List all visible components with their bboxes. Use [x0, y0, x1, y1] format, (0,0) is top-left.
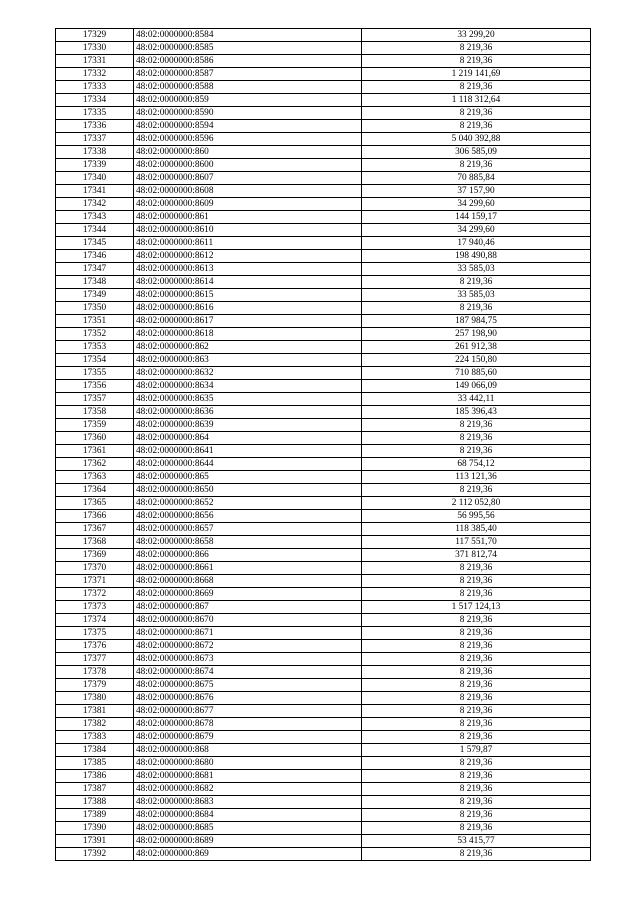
cadastral-number-cell: 48:02:0000000:8689 — [134, 835, 362, 848]
row-number-cell: 17384 — [56, 744, 134, 757]
row-number-cell: 17383 — [56, 731, 134, 744]
cadastral-number-cell: 48:02:0000000:8632 — [134, 367, 362, 380]
row-number-cell: 17345 — [56, 237, 134, 250]
cadastral-number-cell: 48:02:0000000:8618 — [134, 328, 362, 341]
cadastral-number-cell: 48:02:0000000:8611 — [134, 237, 362, 250]
cadastral-number-cell: 48:02:0000000:8634 — [134, 380, 362, 393]
cadastral-value-cell: 8 219,36 — [362, 159, 591, 172]
table-row — [56, 445, 591, 458]
row-number-cell: 17349 — [56, 289, 134, 302]
cadastral-value-cell: 70 885,84 — [362, 172, 591, 185]
row-number-cell: 17352 — [56, 328, 134, 341]
cadastral-number-cell: 48:02:0000000:8670 — [134, 614, 362, 627]
cadastral-value-cell: 371 812,74 — [362, 549, 591, 562]
table-row — [56, 744, 591, 757]
cadastral-value-cell: 8 219,36 — [362, 445, 591, 458]
cadastral-value-cell: 187 984,75 — [362, 315, 591, 328]
cadastral-number-cell: 48:02:0000000:8590 — [134, 107, 362, 120]
cadastral-number-cell: 48:02:0000000:8586 — [134, 55, 362, 68]
row-number-cell: 17335 — [56, 107, 134, 120]
row-number-cell: 17331 — [56, 55, 134, 68]
table-row — [56, 55, 591, 68]
cadastral-value-cell: 224 150,80 — [362, 354, 591, 367]
cadastral-value-cell: 198 490,88 — [362, 250, 591, 263]
cadastral-number-cell: 48:02:0000000:8671 — [134, 627, 362, 640]
row-number-cell: 17338 — [56, 146, 134, 159]
cadastral-value-cell: 53 415,77 — [362, 835, 591, 848]
cadastral-value-cell: 8 219,36 — [362, 783, 591, 796]
table-row — [56, 302, 591, 315]
cadastral-number-cell: 48:02:0000000:867 — [134, 601, 362, 614]
table-row — [56, 510, 591, 523]
table-row — [56, 263, 591, 276]
cadastral-number-cell: 48:02:0000000:8610 — [134, 224, 362, 237]
cadastral-number-cell: 48:02:0000000:8656 — [134, 510, 362, 523]
cadastral-number-cell: 48:02:0000000:8657 — [134, 523, 362, 536]
cadastral-value-cell: 2 112 052,80 — [362, 497, 591, 510]
row-number-cell: 17392 — [56, 848, 134, 861]
row-number-cell: 17359 — [56, 419, 134, 432]
cadastral-number-cell: 48:02:0000000:8639 — [134, 419, 362, 432]
table-row — [56, 29, 591, 42]
cadastral-value-cell: 8 219,36 — [362, 666, 591, 679]
row-number-cell: 17343 — [56, 211, 134, 224]
cadastral-value-cell: 8 219,36 — [362, 627, 591, 640]
cadastral-value-cell: 8 219,36 — [362, 432, 591, 445]
table-row — [56, 601, 591, 614]
cadastral-number-cell: 48:02:0000000:8594 — [134, 120, 362, 133]
row-number-cell: 17330 — [56, 42, 134, 55]
row-number-cell: 17339 — [56, 159, 134, 172]
cadastral-value-cell: 33 585,03 — [362, 263, 591, 276]
cadastral-number-cell: 48:02:0000000:8614 — [134, 276, 362, 289]
cadastral-number-cell: 48:02:0000000:8635 — [134, 393, 362, 406]
row-number-cell: 17329 — [56, 29, 134, 42]
row-number-cell: 17353 — [56, 341, 134, 354]
cadastral-number-cell: 48:02:0000000:8680 — [134, 757, 362, 770]
table-row — [56, 640, 591, 653]
cadastral-number-cell: 48:02:0000000:8600 — [134, 159, 362, 172]
table-row — [56, 68, 591, 81]
cadastral-value-cell: 34 299,60 — [362, 224, 591, 237]
table-row — [56, 406, 591, 419]
table-row — [56, 380, 591, 393]
table-row — [56, 94, 591, 107]
row-number-cell: 17388 — [56, 796, 134, 809]
row-number-cell: 17375 — [56, 627, 134, 640]
cadastral-number-cell: 48:02:0000000:869 — [134, 848, 362, 861]
row-number-cell: 17340 — [56, 172, 134, 185]
cadastral-number-cell: 48:02:0000000:8658 — [134, 536, 362, 549]
table-row — [56, 783, 591, 796]
cadastral-value-cell: 185 396,43 — [362, 406, 591, 419]
row-number-cell: 17390 — [56, 822, 134, 835]
cadastral-number-cell: 48:02:0000000:8612 — [134, 250, 362, 263]
row-number-cell: 17380 — [56, 692, 134, 705]
cadastral-value-cell: 8 219,36 — [362, 276, 591, 289]
table-row — [56, 666, 591, 679]
row-number-cell: 17361 — [56, 445, 134, 458]
table-row — [56, 42, 591, 55]
table-body — [56, 29, 591, 861]
cadastral-value-cell: 1 579,87 — [362, 744, 591, 757]
cadastral-value-cell: 56 995,56 — [362, 510, 591, 523]
cadastral-number-cell: 48:02:0000000:8608 — [134, 185, 362, 198]
row-number-cell: 17379 — [56, 679, 134, 692]
table-row — [56, 588, 591, 601]
row-number-cell: 17362 — [56, 458, 134, 471]
cadastral-number-cell: 48:02:0000000:8617 — [134, 315, 362, 328]
cadastral-number-cell: 48:02:0000000:8679 — [134, 731, 362, 744]
table-row — [56, 692, 591, 705]
table-row — [56, 562, 591, 575]
table-row — [56, 848, 591, 861]
table-row — [56, 172, 591, 185]
cadastral-number-cell: 48:02:0000000:859 — [134, 94, 362, 107]
cadastral-value-cell: 8 219,36 — [362, 81, 591, 94]
table-row — [56, 614, 591, 627]
cadastral-number-cell: 48:02:0000000:864 — [134, 432, 362, 445]
table-row — [56, 536, 591, 549]
row-number-cell: 17356 — [56, 380, 134, 393]
table-row — [56, 627, 591, 640]
cadastral-value-cell: 710 885,60 — [362, 367, 591, 380]
row-number-cell: 17351 — [56, 315, 134, 328]
row-number-cell: 17354 — [56, 354, 134, 367]
cadastral-value-table — [55, 28, 591, 861]
table-row — [56, 393, 591, 406]
row-number-cell: 17386 — [56, 770, 134, 783]
table-row — [56, 419, 591, 432]
table-row — [56, 341, 591, 354]
cadastral-number-cell: 48:02:0000000:862 — [134, 341, 362, 354]
cadastral-value-cell: 33 442,11 — [362, 393, 591, 406]
table-row — [56, 81, 591, 94]
cadastral-value-cell: 8 219,36 — [362, 562, 591, 575]
cadastral-value-cell: 261 912,38 — [362, 341, 591, 354]
table-row — [56, 107, 591, 120]
row-number-cell: 17378 — [56, 666, 134, 679]
cadastral-value-cell: 1 219 141,69 — [362, 68, 591, 81]
table-row — [56, 822, 591, 835]
cadastral-value-cell: 8 219,36 — [362, 42, 591, 55]
table-row — [56, 809, 591, 822]
row-number-cell: 17334 — [56, 94, 134, 107]
table-row — [56, 315, 591, 328]
table-row — [56, 276, 591, 289]
cadastral-number-cell: 48:02:0000000:868 — [134, 744, 362, 757]
row-number-cell: 17358 — [56, 406, 134, 419]
row-number-cell: 17369 — [56, 549, 134, 562]
row-number-cell: 17347 — [56, 263, 134, 276]
table-row — [56, 471, 591, 484]
cadastral-value-cell: 8 219,36 — [362, 419, 591, 432]
row-number-cell: 17355 — [56, 367, 134, 380]
cadastral-value-cell: 144 159,17 — [362, 211, 591, 224]
cadastral-number-cell: 48:02:0000000:8675 — [134, 679, 362, 692]
row-number-cell: 17336 — [56, 120, 134, 133]
table-row — [56, 237, 591, 250]
table-row — [56, 705, 591, 718]
cadastral-number-cell: 48:02:0000000:8636 — [134, 406, 362, 419]
cadastral-value-cell: 8 219,36 — [362, 679, 591, 692]
cadastral-number-cell: 48:02:0000000:865 — [134, 471, 362, 484]
cadastral-number-cell: 48:02:0000000:8644 — [134, 458, 362, 471]
cadastral-value-cell: 1 517 124,13 — [362, 601, 591, 614]
table-row — [56, 458, 591, 471]
table-row — [56, 211, 591, 224]
row-number-cell: 17346 — [56, 250, 134, 263]
row-number-cell: 17382 — [56, 718, 134, 731]
cadastral-value-cell: 257 198,90 — [362, 328, 591, 341]
row-number-cell: 17357 — [56, 393, 134, 406]
cadastral-value-cell: 1 118 312,64 — [362, 94, 591, 107]
cadastral-value-cell: 8 219,36 — [362, 809, 591, 822]
cadastral-number-cell: 48:02:0000000:8596 — [134, 133, 362, 146]
cadastral-number-cell: 48:02:0000000:866 — [134, 549, 362, 562]
row-number-cell: 17389 — [56, 809, 134, 822]
row-number-cell: 17370 — [56, 562, 134, 575]
cadastral-number-cell: 48:02:0000000:8609 — [134, 198, 362, 211]
table-row — [56, 679, 591, 692]
cadastral-number-cell: 48:02:0000000:8672 — [134, 640, 362, 653]
table-row — [56, 718, 591, 731]
table-row — [56, 653, 591, 666]
row-number-cell: 17337 — [56, 133, 134, 146]
table-row — [56, 432, 591, 445]
table-row — [56, 367, 591, 380]
cadastral-value-cell: 68 754,12 — [362, 458, 591, 471]
cadastral-number-cell: 48:02:0000000:8615 — [134, 289, 362, 302]
cadastral-number-cell: 48:02:0000000:8683 — [134, 796, 362, 809]
cadastral-number-cell: 48:02:0000000:8678 — [134, 718, 362, 731]
cadastral-value-cell: 8 219,36 — [362, 575, 591, 588]
cadastral-number-cell: 48:02:0000000:8674 — [134, 666, 362, 679]
cadastral-value-cell: 33 299,20 — [362, 29, 591, 42]
table-row — [56, 757, 591, 770]
cadastral-value-cell: 8 219,36 — [362, 718, 591, 731]
table-row — [56, 835, 591, 848]
row-number-cell: 17348 — [56, 276, 134, 289]
cadastral-value-cell: 8 219,36 — [362, 107, 591, 120]
table-row — [56, 289, 591, 302]
table-row — [56, 198, 591, 211]
cadastral-number-cell: 48:02:0000000:8641 — [134, 445, 362, 458]
cadastral-number-cell: 48:02:0000000:8607 — [134, 172, 362, 185]
cadastral-number-cell: 48:02:0000000:8684 — [134, 809, 362, 822]
cadastral-number-cell: 48:02:0000000:8588 — [134, 81, 362, 94]
cadastral-value-cell: 8 219,36 — [362, 640, 591, 653]
cadastral-value-cell: 117 551,70 — [362, 536, 591, 549]
row-number-cell: 17385 — [56, 757, 134, 770]
cadastral-number-cell: 48:02:0000000:8585 — [134, 42, 362, 55]
table-row — [56, 484, 591, 497]
table-row — [56, 575, 591, 588]
row-number-cell: 17374 — [56, 614, 134, 627]
cadastral-number-cell: 48:02:0000000:861 — [134, 211, 362, 224]
cadastral-number-cell: 48:02:0000000:8677 — [134, 705, 362, 718]
row-number-cell: 17391 — [56, 835, 134, 848]
cadastral-value-cell: 8 219,36 — [362, 484, 591, 497]
row-number-cell: 17360 — [56, 432, 134, 445]
row-number-cell: 17366 — [56, 510, 134, 523]
cadastral-value-cell: 33 585,03 — [362, 289, 591, 302]
table-row — [56, 120, 591, 133]
cadastral-number-cell: 48:02:0000000:8650 — [134, 484, 362, 497]
row-number-cell: 17373 — [56, 601, 134, 614]
row-number-cell: 17372 — [56, 588, 134, 601]
cadastral-value-cell: 8 219,36 — [362, 120, 591, 133]
table-row — [56, 159, 591, 172]
cadastral-value-cell: 8 219,36 — [362, 757, 591, 770]
cadastral-number-cell: 48:02:0000000:8587 — [134, 68, 362, 81]
cadastral-value-cell: 37 157,90 — [362, 185, 591, 198]
cadastral-value-cell: 306 585,09 — [362, 146, 591, 159]
cadastral-number-cell: 48:02:0000000:8616 — [134, 302, 362, 315]
table-row — [56, 796, 591, 809]
table-row — [56, 185, 591, 198]
table-row — [56, 549, 591, 562]
cadastral-value-cell: 8 219,36 — [362, 55, 591, 68]
table-row — [56, 250, 591, 263]
cadastral-value-cell: 149 066,09 — [362, 380, 591, 393]
row-number-cell: 17332 — [56, 68, 134, 81]
row-number-cell: 17376 — [56, 640, 134, 653]
row-number-cell: 17367 — [56, 523, 134, 536]
cadastral-value-cell: 118 385,40 — [362, 523, 591, 536]
cadastral-value-cell: 8 219,36 — [362, 770, 591, 783]
row-number-cell: 17342 — [56, 198, 134, 211]
cadastral-value-cell: 8 219,36 — [362, 705, 591, 718]
cadastral-number-cell: 48:02:0000000:8668 — [134, 575, 362, 588]
cadastral-value-cell: 8 219,36 — [362, 653, 591, 666]
row-number-cell: 17377 — [56, 653, 134, 666]
cadastral-value-cell: 8 219,36 — [362, 588, 591, 601]
cadastral-number-cell: 48:02:0000000:860 — [134, 146, 362, 159]
cadastral-number-cell: 48:02:0000000:8676 — [134, 692, 362, 705]
cadastral-number-cell: 48:02:0000000:8652 — [134, 497, 362, 510]
cadastral-value-cell: 113 121,36 — [362, 471, 591, 484]
cadastral-value-cell: 8 219,36 — [362, 302, 591, 315]
row-number-cell: 17350 — [56, 302, 134, 315]
row-number-cell: 17341 — [56, 185, 134, 198]
cadastral-number-cell: 48:02:0000000:8682 — [134, 783, 362, 796]
row-number-cell: 17363 — [56, 471, 134, 484]
cadastral-number-cell: 48:02:0000000:8673 — [134, 653, 362, 666]
cadastral-number-cell: 48:02:0000000:8685 — [134, 822, 362, 835]
row-number-cell: 17333 — [56, 81, 134, 94]
cadastral-value-cell: 8 219,36 — [362, 848, 591, 861]
cadastral-number-cell: 48:02:0000000:863 — [134, 354, 362, 367]
table-row — [56, 328, 591, 341]
cadastral-value-cell: 8 219,36 — [362, 692, 591, 705]
row-number-cell: 17371 — [56, 575, 134, 588]
cadastral-value-cell: 5 040 392,88 — [362, 133, 591, 146]
cadastral-number-cell: 48:02:0000000:8669 — [134, 588, 362, 601]
cadastral-number-cell: 48:02:0000000:8661 — [134, 562, 362, 575]
row-number-cell: 17344 — [56, 224, 134, 237]
table-row — [56, 133, 591, 146]
cadastral-value-cell: 8 219,36 — [362, 731, 591, 744]
table-row — [56, 523, 591, 536]
table-row — [56, 354, 591, 367]
row-number-cell: 17368 — [56, 536, 134, 549]
cadastral-number-cell: 48:02:0000000:8584 — [134, 29, 362, 42]
row-number-cell: 17365 — [56, 497, 134, 510]
cadastral-number-cell: 48:02:0000000:8613 — [134, 263, 362, 276]
table-row — [56, 770, 591, 783]
row-number-cell: 17364 — [56, 484, 134, 497]
cadastral-value-cell: 8 219,36 — [362, 614, 591, 627]
cadastral-value-cell: 8 219,36 — [362, 796, 591, 809]
row-number-cell: 17387 — [56, 783, 134, 796]
cadastral-value-cell: 34 299,60 — [362, 198, 591, 211]
row-number-cell: 17381 — [56, 705, 134, 718]
table-row — [56, 146, 591, 159]
cadastral-value-cell: 8 219,36 — [362, 822, 591, 835]
table-row — [56, 731, 591, 744]
table-row — [56, 497, 591, 510]
table-row — [56, 224, 591, 237]
cadastral-value-cell: 17 940,46 — [362, 237, 591, 250]
cadastral-number-cell: 48:02:0000000:8681 — [134, 770, 362, 783]
